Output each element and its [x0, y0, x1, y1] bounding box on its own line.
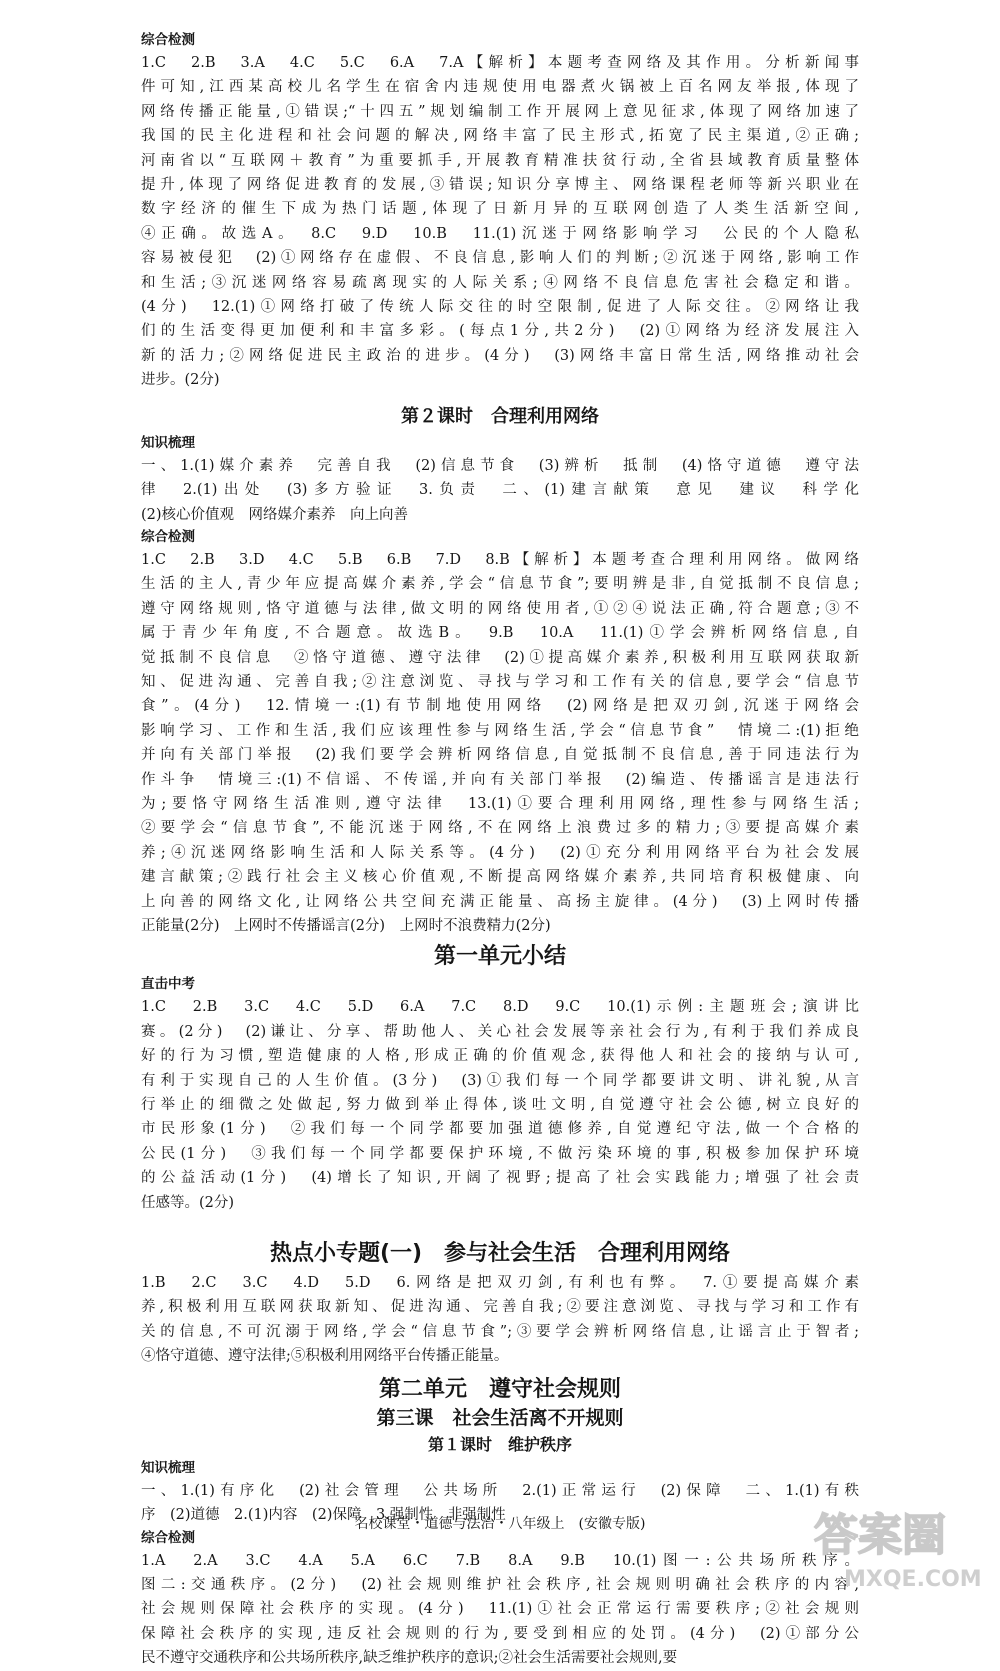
- text-line: 们的生活变得更加便利和丰富多彩。(每点1分,共2分) (2)①网络为经济发展注入: [141, 323, 859, 340]
- text-line: 赛。(2分) (2)谦让、分享、帮助他人、关心社会发展等亲社会行为,有利于我们养成良: [141, 1023, 859, 1040]
- text-line: 知、促进沟通、完善自我;②注意浏览、寻找与学习和工作有关的信息,要学会“信息节: [141, 673, 859, 690]
- text-line: 和生活;③沉迷网络容易疏离现实的人际关系;④网络不良信息危害社会稳定和谐。: [141, 274, 859, 291]
- text-line: 我国的民主化进程和社会问题的解决,网络丰富了民主形式,拓宽了民主渠道,②正确;: [141, 128, 859, 145]
- text-line: 1.C 2.B 3.C 4.C 5.D 6.A 7.C 8.D 9.C 10.(1)示例:主题班会;演讲比: [141, 999, 859, 1016]
- text-line: 河南省以“互联网＋教育”为重要抓手,开展教育精准扶贫行动,全省县域教育质量整体: [141, 152, 859, 169]
- answer-paragraph: [141, 548, 859, 939]
- text-line: 行举止的细微之处做起,努力做到举止得体,谈吐文明,自觉遵守社会公德,树立良好的: [141, 1097, 859, 1114]
- text-line: 民不遵守交通秩序和公共场所秩序,缺乏维护秩序的意识;②社会生活需要社会规则,要: [141, 1650, 678, 1667]
- text-line: 上向善的网络文化,让网络公共空间充满正能量、高扬主旋律。(4分) (3)上网时传播: [141, 893, 859, 910]
- text-line: 觉抵制不良信息 ②恪守道德、遵守法律 (2)①提高媒介素养,积极利用互联网获取新: [141, 649, 859, 666]
- text-line: 序 (2)道德 2.(1)内容 (2)保障 3.强制性 非强制性: [141, 1507, 506, 1524]
- text-line: 有利于实现自己的人生价值。(3分) (3)①我们每一个同学都要讲文明、讲礼貌,从言: [141, 1072, 859, 1089]
- text-line: 数字经济的催生下成为热门话题,体现了日新月异的互联网创造了人类生活新空间,: [141, 201, 859, 218]
- section-label: 直击中考: [141, 976, 195, 993]
- section-label: 综合检测: [141, 32, 195, 48]
- answer-column: [141, 30, 859, 1671]
- text-line: 图二:交通秩序。(2分) (2)社会规则维护社会秩序,社会规则明确社会秩序的内容,: [141, 1576, 859, 1593]
- text-line: 1.B 2.C 3.C 4.D 5.D 6.网络是把双刃剑,有利也有弊。 7.①要提高媒介素: [141, 1275, 859, 1292]
- text-line: 一、1.(1)有序化 (2)社会管理 公共场所 2.(1)正常运行 (2)保障 二、1.(1)有秩: [141, 1482, 859, 1499]
- text-line: 食”。(4分) 12.情境一:(1)有节制地使用网络 (2)网络是把双刃剑,沉迷于网络会: [141, 698, 859, 715]
- section-label: 知识梳理: [141, 434, 195, 451]
- answer-paragraph: [141, 995, 859, 1215]
- answer-paragraph: [141, 454, 859, 527]
- text-line: 为;要恪守网络生活准则,遵守法律 13.(1)①要合理利用网络,理性参与网络生活;: [141, 795, 859, 812]
- section-label: 综合检测: [141, 1529, 195, 1546]
- text-line: (2)核心价值观 网络媒介素养 向上向善: [141, 506, 409, 523]
- watermark-text: 答案圈: [814, 1510, 946, 1561]
- text-line: 建言献策;②践行社会主义核心价值观,不断提高网络媒介素养,共同培育积极健康、向: [141, 869, 859, 886]
- text-line: 好的行为习惯,塑造健康的人格,形成正确的价值观念,获得他人和社会的接纳与认可,: [141, 1048, 859, 1065]
- watermark-logo: [810, 1494, 985, 1594]
- text-line: ②要学会“信息节食”,不能沉迷于网络,不在网络上浪费过多的精力;③要提高媒介素: [141, 820, 859, 837]
- text-line: 属于青少年角度,不合题意。故选B。 9.B 10.A 11.(1)①学会辨析网络信息,自: [141, 625, 859, 642]
- answer-paragraph: [141, 1549, 859, 1671]
- text-line: 公民(1分) ③我们每一个同学都要保护环境,不做污染环境的事,积极参加保护环境: [141, 1145, 859, 1162]
- text-line: 1.A 2.A 3.C 4.A 5.A 6.C 7.B 8.A 9.B 10.(1)图一:公共场所秩序。: [141, 1552, 859, 1569]
- lesson-heading: 第１课时 维护秩序: [427, 1434, 572, 1454]
- text-line: 影响学习、工作和生活,我们应该理性参与网络生活,学会“信息节食” 情境二:(1)拒绝: [141, 722, 859, 739]
- text-line: 生活的主人,青少年应提高媒介素养,学会“信息节食”;要明辨是非,自觉抵制不良信息;: [141, 576, 859, 593]
- text-line: 网络传播正能量,①错误;“十四五”规划编制工作开展网上意见征求,体现了网络加速了: [141, 103, 859, 120]
- text-line: 进步。(2分): [141, 372, 220, 389]
- text-line: 容易被侵犯 (2)①网络存在虚假、不良信息,影响人们的判断;②沉迷于网络,影响工作: [141, 250, 859, 267]
- answer-paragraph: [141, 51, 859, 393]
- text-line: 1.C 2.B 3.D 4.C 5.B 6.B 7.D 8.B【解析】本题考查合理利用网络。做网络: [141, 551, 859, 568]
- lesson-heading: 第２课时 合理利用网络: [401, 405, 599, 427]
- page-footer: 名校课堂・道德与法治・八年级上 (安徽专版): [354, 1516, 646, 1532]
- text-line: 并向有关部门举报 (2)我们要学会辨析网络信息,自觉抵制不良信息,善于同违法行为: [141, 747, 859, 764]
- answer-paragraph: [141, 1271, 859, 1369]
- text-line: 保障社会秩序的实现,违反社会规则的行为,要受到相应的处罚。(4分) (2)①部分公: [141, 1625, 859, 1642]
- text-line: 的公益活动(1分) (4)增长了知识,开阔了视野;提高了社会实践能力;增强了社会责: [141, 1170, 859, 1187]
- text-line: 新的活力;②网络促进民主政治的进步。(4分) (3)网络丰富日常生活,网络推动社会: [141, 347, 859, 364]
- text-line: 市民形象(1分) ②我们每一个同学都要加强道德修养,自觉遵纪守法,做一个合格的: [141, 1121, 859, 1138]
- text-line: 养,积极利用互联网获取新知、促进沟通、完善自我;②要注意浏览、寻找与学习和工作有: [141, 1299, 859, 1316]
- text-line: 1.C 2.B 3.A 4.C 5.C 6.A 7.A【解析】本题考查网络及其作用。分析新闻事: [141, 55, 859, 71]
- watermark-url: MXQE.COM: [844, 1567, 982, 1592]
- text-line: 任感等。(2分): [141, 1194, 235, 1211]
- section-label: 综合检测: [141, 528, 195, 545]
- text-line: 律 2.(1)出处 (3)多方验证 3.负责 二、(1)建言献策 意见 建议 科学化: [141, 482, 859, 499]
- text-line: 提升,体现了网络促进教育的发展,③错误;知识分享博主、网络课程老师等新兴职业在: [141, 177, 859, 194]
- text-line: 遵守网络规则,恪守道德与法律,做文明的网络使用者,①②④说法正确,符合题意;③不: [141, 600, 859, 617]
- text-line: 一、1.(1)媒介素养 完善自我 (2)信息节食 (3)辨析 抵制 (4)恪守道德 遵守法: [141, 457, 859, 474]
- text-line: 关的信息,不可沉溺于网络,学会“信息节食”;③要学会辨析网络信息,让谣言止于智者;: [141, 1323, 859, 1340]
- course-heading: 第三课 社会生活离不开规则: [376, 1406, 624, 1429]
- text-line: 作斗争 情境三:(1)不信谣、不传谣,并向有关部门举报 (2)编造、传播谣言是违法行: [141, 771, 859, 788]
- text-line: 社会规则保障社会秩序的实现。(4分) 11.(1)①社会正常运行需要秩序;②社会规则: [141, 1601, 859, 1618]
- text-line: ④正确。故选A。 8.C 9.D 10.B 11.(1)沉迷于网络影响学习 公民的个人隐私: [141, 225, 859, 242]
- text-line: ④恪守道德、遵守法律;⑤积极利用网络平台传播正能量。: [141, 1348, 509, 1365]
- text-line: 件可知,江西某高校儿名学生在宿舍内违规使用电器煮火锅被上百名网友举报,体现了: [141, 79, 859, 96]
- section-label: 知识梳理: [141, 1459, 195, 1476]
- unit-summary-heading: 第一单元小结: [433, 944, 566, 970]
- text-line: 正能量(2分) 上网时不传播谣言(2分) 上网时不浪费精力(2分): [141, 918, 551, 934]
- text-line: (4分) 12.(1)①网络打破了传统人际交往的时空限制,促进了人际交往。②网络让我: [141, 299, 859, 316]
- text-line: 养;④沉迷网络影响生活和人际关系等。(4分) (2)①充分利用网络平台为社会发展: [141, 844, 859, 861]
- hot-topic-heading: 热点小专题(一) 参与社会生活 合理利用网络: [269, 1241, 731, 1267]
- unit-heading: 第二单元 遵守社会规则: [378, 1376, 621, 1402]
